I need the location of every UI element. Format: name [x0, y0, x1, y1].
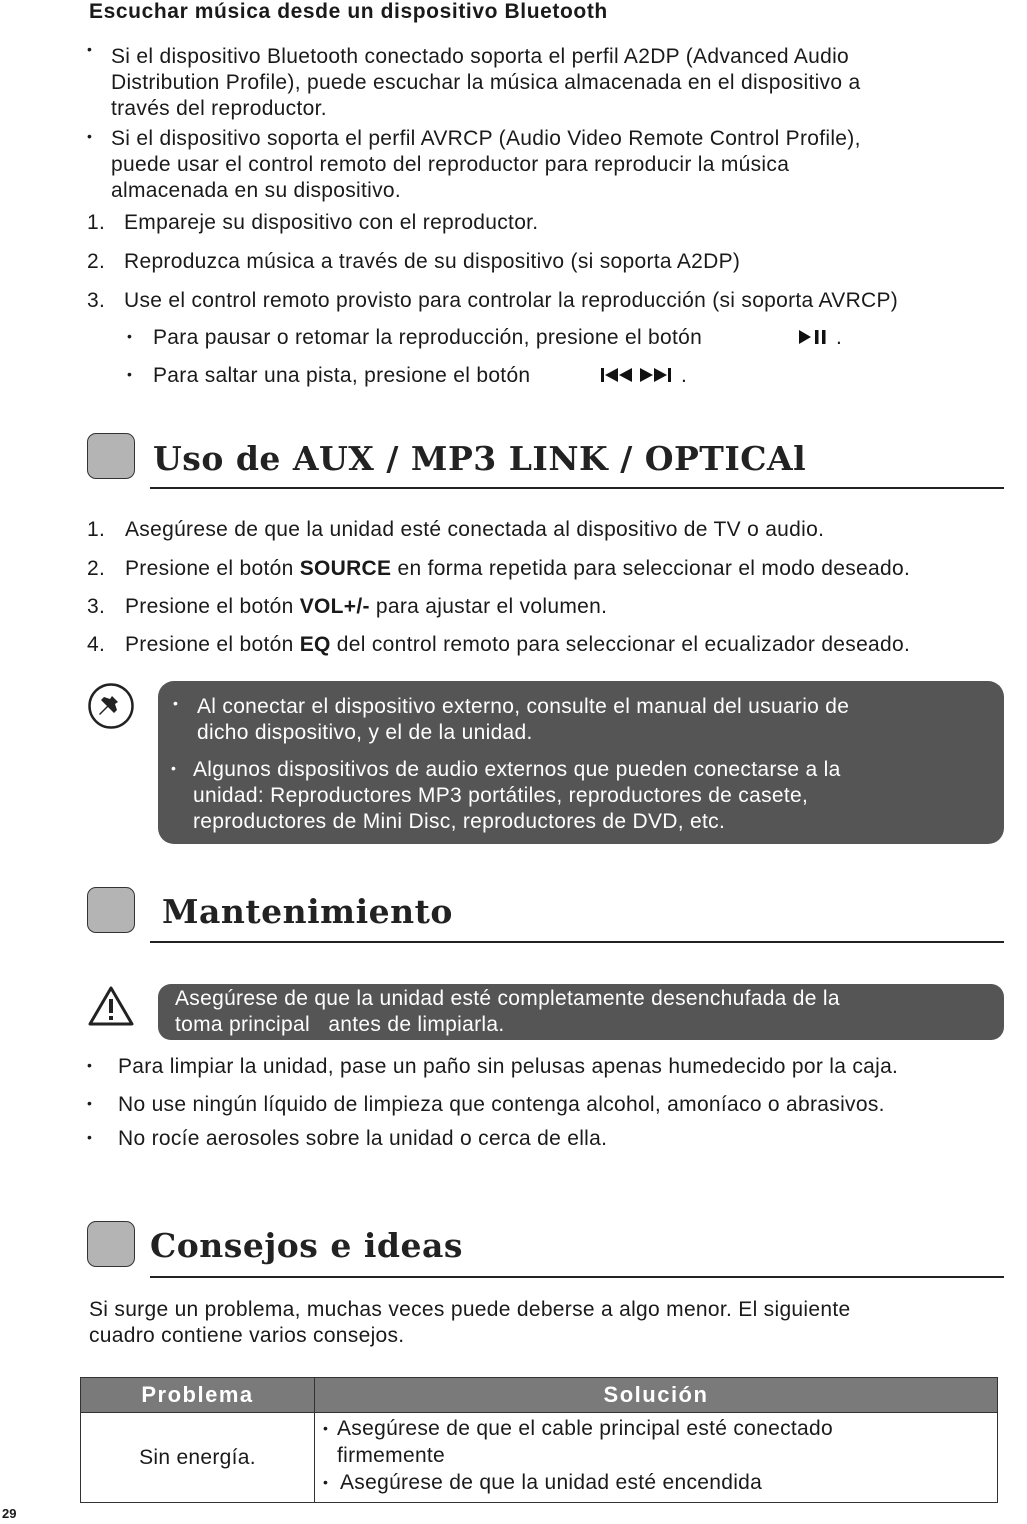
bullet-dot: •: [87, 41, 92, 57]
solution-2-line-1: Asegúrese de que la unidad esté encendida: [340, 1471, 763, 1494]
section-marker-box: [87, 1221, 135, 1267]
aux-step-3-text: Presione el botón VOL+/- para ajustar el volumen.: [125, 595, 608, 618]
bt-sub-bullet-1: Para pausar o retomar la reproducción, presione el botón: [153, 326, 703, 349]
aux-note-2-line-1: Algunos dispositivos de audio externos que pueden conectarse a la: [193, 758, 841, 781]
bullet-dot: •: [87, 128, 92, 144]
skip-icon: [600, 367, 674, 383]
bt-sub-bullet-2: Para saltar una pista, presione el botón: [153, 364, 531, 387]
bt-step-3-number: 3.: [87, 289, 106, 312]
maintenance-bullet-1: Para limpiar la unidad, pase un paño sin pelusas apenas humedecido por la caja.: [118, 1055, 899, 1078]
button-name-vol: VOL+/-: [299, 595, 370, 618]
tips-intro-line-1: Si surge un problema, muchas veces puede deberse a algo menor. El siguiente: [89, 1298, 851, 1321]
bt-bullet-1-line-1: Si el dispositivo Bluetooth conectado soporta el perfil A2DP (Advanced Audio: [111, 45, 850, 68]
tips-intro-line-2: cuadro contiene varios consejos.: [89, 1324, 405, 1347]
aux-note-1-line-1: Al conectar el dispositivo externo, consulte el manual del usuario de: [197, 695, 850, 718]
play-pause-icon: [798, 329, 828, 345]
bullet-dot: •: [171, 760, 176, 776]
maintenance-section-title: Mantenimiento: [162, 892, 453, 931]
bt-step-2-text: Reproduzca música a través de su dispositivo (si soporta A2DP): [124, 250, 741, 273]
column-header-problem: Problema: [81, 1378, 315, 1413]
aux-step-4-text: Presione el botón EQ del control remoto para seleccionar el ecualizador deseado.: [125, 633, 911, 656]
button-name-eq: EQ: [299, 633, 331, 656]
section-divider: [150, 1276, 1004, 1278]
bt-step-1-text: Empareje su dispositivo con el reproductor.: [124, 211, 539, 234]
tips-intro: [89, 1297, 850, 1349]
button-name-source: SOURCE: [299, 557, 392, 580]
aux-step-2-text: Presione el botón SOURCE en forma repetida para seleccionar el modo deseado.: [125, 557, 911, 580]
maintenance-bullet-2: No use ningún líquido de limpieza que contenga alcohol, amoníaco o abrasivos.: [118, 1093, 885, 1116]
bullet-dot: •: [87, 1129, 92, 1145]
bt-sub-bullet-2-end: .: [681, 364, 688, 387]
table-header-row: [81, 1378, 998, 1413]
bt-sub-bullet-1-end: .: [836, 326, 843, 349]
maintenance-warning-line-2: toma principal antes de limpiarla.: [175, 1013, 505, 1036]
bt-bullet-1: [111, 44, 860, 122]
bt-step-3-text: Use el control remoto provisto para controlar la reproducción (si soporta AVRCP): [124, 289, 899, 312]
tips-section-title: Consejos e ideas: [150, 1226, 463, 1265]
aux-note-1: [197, 694, 849, 746]
bullet-dot: •: [323, 1420, 329, 1436]
aux-step-2-number: 2.: [87, 557, 106, 580]
pin-icon: [87, 682, 135, 730]
bt-bullet-1-line-2: Distribution Profile), puede escuchar la música almacenada en el dispositivo a: [111, 71, 861, 94]
section-divider: [150, 941, 1004, 943]
maintenance-bullet-3: No rocíe aerosoles sobre la unidad o cerca de ella.: [118, 1127, 608, 1150]
aux-section-title: Uso de AUX / MP3 LINK / OPTICAl: [153, 439, 807, 478]
bullet-dot: •: [87, 1057, 92, 1073]
bt-bullet-2-line-3: almacenada en su dispositivo.: [111, 179, 402, 202]
solution-1-line-2: firmemente: [337, 1444, 446, 1467]
aux-note-1-line-2: dicho dispositivo, y el de la unidad.: [197, 721, 533, 744]
aux-note-box: [158, 681, 1004, 844]
aux-note-2-line-3: reproductores de Mini Disc, reproductores de DVD, etc.: [193, 810, 726, 833]
maintenance-warning-line-1: Asegúrese de que la unidad esté completamente desenchufada de la: [175, 987, 840, 1010]
bullet-dot: •: [127, 366, 132, 382]
problem-cell: Sin energía.: [81, 1413, 315, 1503]
solution-item: [323, 1469, 997, 1496]
aux-step-3-number: 3.: [87, 595, 106, 618]
solution-1-line-1: Asegúrese de que el cable principal esté conectado: [337, 1417, 833, 1440]
bt-bullet-1-line-3: través del reproductor.: [111, 97, 327, 120]
maintenance-warning: [175, 986, 840, 1038]
tips-table: [80, 1377, 998, 1503]
section-marker-box: [87, 887, 135, 933]
bt-bullet-2-line-1: Si el dispositivo soporta el perfil AVRCP (Audio Video Remote Control Profile),: [111, 127, 861, 150]
bt-bullet-2: [111, 126, 861, 204]
section-marker-box: [87, 433, 135, 479]
section-divider: [150, 487, 1004, 489]
column-header-solution: Solución: [315, 1378, 998, 1413]
bullet-dot: •: [87, 1095, 92, 1111]
page-number: 29: [2, 1506, 17, 1521]
bullet-dot: •: [127, 328, 132, 344]
aux-step-1-number: 1.: [87, 518, 106, 541]
bullet-dot: •: [323, 1474, 329, 1490]
solution-cell: [315, 1413, 998, 1503]
bt-bullet-2-line-2: puede usar el control remoto del reproductor para reproducir la música: [111, 153, 790, 176]
maintenance-warning-box: [158, 984, 1004, 1040]
aux-step-4-number: 4.: [87, 633, 106, 656]
table-row: [81, 1413, 998, 1503]
bluetooth-section-title: Escuchar música desde un dispositivo Bluetooth: [89, 0, 608, 23]
bullet-dot: •: [173, 695, 178, 711]
aux-note-2: [193, 757, 841, 835]
bt-step-1-number: 1.: [87, 211, 106, 234]
solution-item: [323, 1415, 997, 1469]
aux-step-1-text: Asegúrese de que la unidad esté conectada al dispositivo de TV o audio.: [125, 518, 825, 541]
aux-note-2-line-2: unidad: Reproductores MP3 portátiles, reproductores de casete,: [193, 784, 809, 807]
bt-step-2-number: 2.: [87, 250, 106, 273]
warning-icon: [87, 985, 135, 1027]
